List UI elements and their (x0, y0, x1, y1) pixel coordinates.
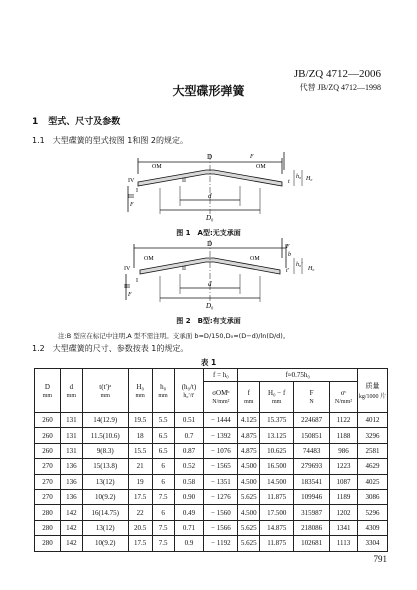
table-cell: 13.125 (260, 428, 294, 443)
label-d: d (208, 192, 212, 200)
table-cell: 14.500 (260, 474, 294, 489)
table-cell: 7.5 (152, 520, 174, 535)
table-cell: 11.5(10.6) (82, 428, 128, 443)
label-t: t (288, 179, 290, 185)
label-I: I (136, 278, 138, 284)
clause-1-2: 1.2 大型碟簧的尺寸、参数按表 1的规定。 (32, 344, 189, 353)
figure-2-caption: 图 2 B型:有支承面 (176, 317, 241, 325)
replaces-standard: 代替 JB/ZQ 4712—1998 (299, 83, 381, 92)
figure-1-caption: 图 1 A型:无支承面 (176, 229, 241, 237)
spec-table (34, 368, 388, 552)
table-cell: 6.5 (152, 443, 174, 458)
table-cell: 4.500 (238, 505, 260, 520)
table-cell: 4.875 (238, 428, 260, 443)
label-II: II (182, 266, 186, 272)
col-F: F N (294, 382, 330, 413)
table-cell: 109946 (294, 489, 330, 504)
col-mass: 质量 kg/1000 片 (357, 369, 387, 413)
table-row (35, 505, 388, 520)
section-number: 1 (32, 117, 39, 127)
table-cell: 142 (60, 520, 82, 535)
table-row (35, 413, 388, 428)
table-cell: 0.90 (174, 489, 204, 504)
table-cell: 15(13.8) (82, 459, 128, 474)
table-cell: 17.5 (128, 489, 152, 504)
table-cell: 102681 (294, 536, 330, 551)
page-number: 791 (373, 554, 387, 564)
table-label: 表 1 (200, 358, 217, 367)
table-cell: 0.52 (174, 459, 204, 474)
table-cell: 3304 (357, 536, 387, 551)
col-t: t(t′)ᵃ mm (82, 369, 128, 413)
table-cell: 7.5 (152, 536, 174, 551)
table-cell: 5.625 (238, 520, 260, 535)
table-cell: 1341 (330, 520, 358, 535)
label-b: b (288, 252, 291, 258)
col-f: f mm (238, 382, 260, 413)
label-OM-right: OM (256, 164, 266, 170)
table-cell: 11.875 (260, 536, 294, 551)
table-cell: 131 (60, 428, 82, 443)
table-cell: − 1276 (204, 489, 238, 504)
group-f-075: f≈0.75h₀ (238, 369, 358, 382)
table-cell: 16(14.75) (82, 505, 128, 520)
table-cell: 11.875 (260, 489, 294, 504)
label-IV: IV (124, 266, 131, 272)
table-cell: 280 (35, 520, 61, 535)
table-cell: 136 (60, 489, 82, 504)
table-cell: 136 (60, 474, 82, 489)
table-cell: 15.375 (260, 413, 294, 428)
table-cell: − 1565 (204, 459, 238, 474)
table-cell: 3296 (357, 428, 387, 443)
standard-number: JB/ZQ 4712—2006 (293, 68, 381, 80)
table-cell: 280 (35, 505, 61, 520)
figure-2-diagram (110, 238, 350, 314)
table-cell: 270 (35, 459, 61, 474)
table-cell: 16.500 (260, 459, 294, 474)
label-F-bottom: F (130, 202, 134, 208)
col-H0: H₀ mm (128, 369, 152, 413)
table-cell: 6 (152, 505, 174, 520)
table-row (35, 443, 388, 458)
table-cell: 74483 (294, 443, 330, 458)
table-cell: 1223 (330, 459, 358, 474)
table-cell: 5.5 (152, 413, 174, 428)
table-cell: 5.625 (238, 489, 260, 504)
table-cell: 19.5 (128, 413, 152, 428)
figure-1-diagram (110, 150, 350, 226)
table-cell: 15.5 (128, 443, 152, 458)
table-cell: 4.875 (238, 443, 260, 458)
clause-1-1: 1.1 大型碟簧的型式按图 1和图 2的规定。 (32, 136, 188, 145)
table-cell: 0.49 (174, 505, 204, 520)
label-D0: D₀ (206, 302, 214, 310)
table-cell: 142 (60, 505, 82, 520)
table-cell: 260 (35, 413, 61, 428)
table-cell: 0.87 (174, 443, 204, 458)
table-cell: 7.5 (152, 489, 174, 504)
table-cell: 4.125 (238, 413, 260, 428)
table-cell: 1113 (330, 536, 358, 551)
label-OM-left: OM (144, 256, 154, 262)
label-D: D (207, 240, 213, 248)
label-OM-right: OM (250, 256, 260, 262)
table-cell: 260 (35, 428, 61, 443)
table-cell: 4.500 (238, 474, 260, 489)
label-H0: H₀ (306, 176, 313, 182)
table-cell: − 1566 (204, 520, 238, 535)
table-cell: 280 (35, 536, 61, 551)
col-sigma-om: σOMᵇ N/mm² (204, 382, 238, 413)
table-cell: 131 (60, 413, 82, 428)
group-f-h0: f = h₀ (204, 369, 238, 382)
label-F-top: F (286, 244, 290, 250)
table-row (35, 428, 388, 443)
table-cell: 10(9.2) (82, 489, 128, 504)
table-cell: 4.500 (238, 459, 260, 474)
table-cell: − 1560 (204, 505, 238, 520)
table-cell: 14.875 (260, 520, 294, 535)
table-cell: 6 (152, 474, 174, 489)
label-F-top: F (250, 154, 254, 160)
table-cell: 3086 (357, 489, 387, 504)
figure-note: 注:B 型应在标记中注明,A 型不需注明。支承面 b≈D/150,D₀≈(D−d)/ln(D/d)。 (58, 332, 290, 340)
table-cell: 4309 (357, 520, 387, 535)
table-cell: 136 (60, 459, 82, 474)
table-cell: 17.500 (260, 505, 294, 520)
table-cell: 10(9.2) (82, 536, 128, 551)
table-cell: 4012 (357, 413, 387, 428)
col-d: d mm (60, 369, 82, 413)
label-H0: H₀ (308, 266, 315, 272)
table-cell: 4629 (357, 459, 387, 474)
label-III: III (124, 284, 130, 290)
table-cell: 19 (128, 474, 152, 489)
label-F-bottom: F (128, 292, 132, 298)
table-cell: 1189 (330, 489, 358, 504)
table-cell: 4025 (357, 474, 387, 489)
label-II: II (182, 178, 186, 184)
table-cell: 260 (35, 443, 61, 458)
label-t-prime: t′ (286, 268, 289, 274)
table-row (35, 489, 388, 504)
table-cell: 1202 (330, 505, 358, 520)
table-cell: − 1392 (204, 428, 238, 443)
table-cell: 6.5 (152, 428, 174, 443)
table-cell: 270 (35, 489, 61, 504)
table-cell: 22 (128, 505, 152, 520)
table-cell: − 1351 (204, 474, 238, 489)
section-title: 型式、尺寸及参数 (48, 117, 121, 127)
document-title: 大型碟形弹簧 (172, 84, 245, 98)
label-IV: IV (128, 178, 135, 184)
table-cell: 279693 (294, 459, 330, 474)
table-cell: 10.625 (260, 443, 294, 458)
col-h0-t: (h₀/t) h₀′/t′ (174, 369, 204, 413)
table-cell: 986 (330, 443, 358, 458)
table-cell: 5.625 (238, 536, 260, 551)
col-H0-f: H₀ − f mm (260, 382, 294, 413)
table-cell: 13(12) (82, 474, 128, 489)
section-heading (32, 114, 120, 127)
table-cell: 1122 (330, 413, 358, 428)
table-row (35, 520, 388, 535)
table-cell: 0.9 (174, 536, 204, 551)
table-cell: − 1444 (204, 413, 238, 428)
table-row (35, 459, 388, 474)
table-cell: 6 (152, 459, 174, 474)
table-cell: 17.5 (128, 536, 152, 551)
col-h0: h₀ mm (152, 369, 174, 413)
label-OM-left: OM (152, 164, 162, 170)
label-I: I (136, 188, 138, 194)
table-row (35, 536, 388, 551)
col-D: D mm (35, 369, 61, 413)
label-h0: h₀ (296, 174, 302, 180)
table-cell: 183541 (294, 474, 330, 489)
label-d: d (208, 280, 212, 288)
label-h0-prime: h₀′ (296, 262, 303, 268)
table-cell: 9(8.3) (82, 443, 128, 458)
table-cell: 150851 (294, 428, 330, 443)
table-cell: 131 (60, 443, 82, 458)
label-III: III (128, 194, 134, 200)
table-cell: 1188 (330, 428, 358, 443)
table-cell: 21 (128, 459, 152, 474)
table-cell: 2581 (357, 443, 387, 458)
table-cell: 0.51 (174, 413, 204, 428)
table-cell: − 1192 (204, 536, 238, 551)
table-cell: − 1076 (204, 443, 238, 458)
table-cell: 13(12) (82, 520, 128, 535)
table-cell: 142 (60, 536, 82, 551)
table-cell: 5296 (357, 505, 387, 520)
table-cell: 0.58 (174, 474, 204, 489)
table-cell: 218086 (294, 520, 330, 535)
table-cell: 1087 (330, 474, 358, 489)
label-D0: D₀ (206, 214, 214, 222)
table-cell: 315987 (294, 505, 330, 520)
table-cell: 0.71 (174, 520, 204, 535)
table-cell: 18 (128, 428, 152, 443)
table-cell: 20.5 (128, 520, 152, 535)
table-cell: 270 (35, 474, 61, 489)
table-cell: 0.7 (174, 428, 204, 443)
table-cell: 224687 (294, 413, 330, 428)
table-row (35, 474, 388, 489)
col-sigma: σᶜ N/mm² (330, 382, 358, 413)
table-cell: 14(12.9) (82, 413, 128, 428)
label-D: D (207, 153, 213, 161)
